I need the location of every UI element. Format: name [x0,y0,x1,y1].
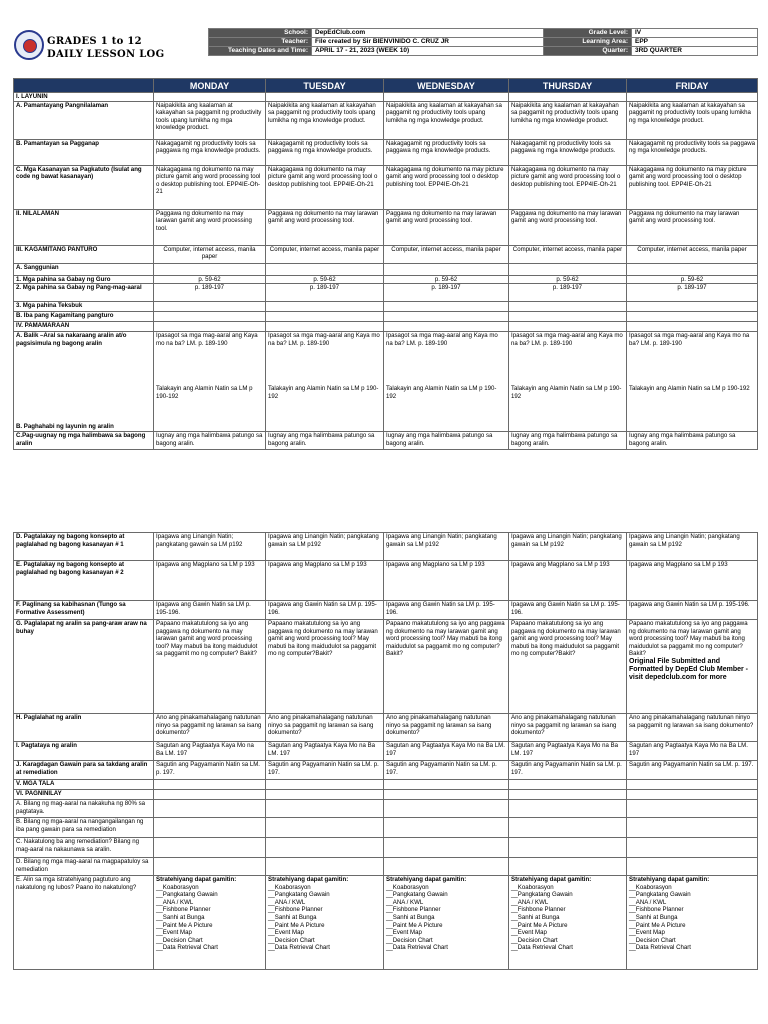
quarter-label: Quarter: [544,47,632,56]
cell [154,332,266,432]
strategy-item: __ANA / KWL [386,898,424,906]
strategy-item: __Koaborasyon [386,883,429,891]
cell: Ipagawa ang Linangin Natin; pangkatang gawain sa LM p192 [384,533,509,561]
cell: Sagutin ang Pagyamanin Natin sa LM. p. 197. [154,761,266,780]
row-label: II. NILALAMAN [14,209,154,245]
strategy-item: __Sanhi at Bunga [268,913,317,921]
area-label: Learning Area: [544,38,632,47]
cell: Computer, internet access, manila paper [266,245,384,263]
title-line-2: DAILY LESSON LOG [47,49,165,60]
table-row [14,263,758,275]
cell: Nakagagawa ng dokumento na may picture gamit ang word processing tool o desktop publishing tool. EPP4IE-Oh-21 [627,165,758,209]
row-label: A. Pamantayang Pangnilalaman [14,101,154,139]
row-label: G. Paglalapat ng aralin sa pang-araw araw na buhay [14,620,154,714]
cell: p. 59-62 [266,275,384,284]
cell: Naipakikita ang kaalaman at kakayahan sa paggamit ng productivity tools upang lumikha ng mga knowledge product. [384,101,509,139]
strategy-item: __ANA / KWL [156,898,194,906]
cell: Paggawa ng dokumento na may larawan gamit ang word processing tool. [266,209,384,245]
table-row [14,858,758,876]
table-row [14,818,758,838]
cell: Ipagawa ang Linangin Natin; pangkatang gawain sa LM p192 [266,533,384,561]
cell: Naipakikita ang kaalaman at kakayahan sa paggamit ng productivity tools upang lumikha ng mga knowledge product. [154,101,266,139]
cell: Sagutan ang Pagtaatya Kaya Mo na Ba LM. 197 [509,742,627,761]
table-row [14,533,758,561]
cell: Naipakikita ang kaalaman at kakayahan sa paggamit ng productivity tools upang lumikha ng mga knowledge product. [266,101,384,139]
header [13,28,757,78]
strategy-item: __Sanhi at Bunga [629,913,678,921]
cell: Nakagagamit ng productivity tools sa paggawa ng mga knowledge products. [509,139,627,165]
cell: Sagutan ang Pagtaatya Kaya Mo na Ba LM. 197 [154,742,266,761]
strategy-item: __Event Map [629,929,665,937]
cell: Sagutan ang Pagtaatya Kaya Mo na Ba LM. 197 [384,742,509,761]
grade-value: IV [632,29,758,38]
table-row [14,275,758,284]
cell: p. 59-62 [509,275,627,284]
balik-text: Ipasagot sa mga mag-aaral ang Kaya mo na ba? LM. p. 189-190 [629,332,750,347]
row-label: 1. Mga pahina sa Gabay ng Guro [14,275,154,284]
corner-cell [14,79,154,93]
cell [509,332,627,432]
strategy-item: __Event Map [511,929,547,937]
title-line-1: GRADES 1 to 12 [47,36,142,47]
cell: Ano ang pinakamahalagang natutunan ninyo sa paggamit ng larawan sa isang dokumento? [266,714,384,742]
strategy-item: __Data Retrieval Chart [629,944,691,952]
cell: Nakagagawa ng dokumento na may picture gamit ang word processing tool o desktop publishing tool. EPP4IE-Oh-21 [509,165,627,209]
cell: Nakagagamit ng productivity tools sa paggawa ng mga knowledge products. [266,139,384,165]
strategy-list [627,876,758,970]
cell: p. 59-62 [627,275,758,284]
table-row [14,322,758,332]
strategy-item: __Decision Chart [511,936,558,944]
table-row [14,714,758,742]
deped-seal-icon [14,30,44,60]
cell: Papaano makatutulong sa iyo ang paggawa ng dokumento na may larawan gamit ang word processing tool? May mabuti ba itong maidudulot sa paggamit mo ng computer? Bakit? [154,620,266,714]
lesson-table-1 [13,78,758,450]
table-row [14,561,758,601]
table-row [14,790,758,800]
paghahabi-label: B. Paghahabi ng layunin ng aralin [16,422,114,430]
cell [627,332,758,432]
strategy-item: __Sanhi at Bunga [511,913,560,921]
table-row [14,761,758,780]
day-tuesday: TUESDAY [266,79,384,93]
cell: Papaano makatutulong sa iyo ang paggawa ng dokumento na may larawan gamit ang word processing tool? May mabuti ba itong maidudulot sa paggamit mo ng computer?Bakit? [509,620,627,714]
teacher-label: Teacher: [209,38,312,47]
table-row [14,165,758,209]
row-label: E. Alin sa mga istratehiyang pagtuturo ang nakatulong ng lubos? Paano ito nakatulong? [14,876,154,970]
row-label: C. Nakatulong ba ang remediation? Bilang ng mag-aaral na nakaunawa sa aralin. [14,838,154,858]
strategy-item: __Paint Me A Picture [156,921,213,929]
strategy-item: __Fishbone Planner [268,906,323,914]
header-info-table [208,28,758,56]
strategy-heading: Stratehiyang dapat gamitin: [511,876,592,883]
cell: p. 189-197 [384,284,509,302]
lesson-log-page-2 [13,532,757,970]
lesson-log-page-1 [13,28,757,450]
strategy-heading: Stratehiyang dapat gamitin: [386,876,467,883]
cell: Sagutin ang Pagyamanin Natin sa LM. p. 197. [266,761,384,780]
table-row [14,209,758,245]
school-value: DepEdClub.com [312,29,544,38]
cell: Paggawa ng dokumento na may larawan gamit ang word processing tool. [154,209,266,245]
balik-text: Ipasagot sa mga mag-aaral ang Kaya mo na ba? LM. p. 189-190 [268,332,380,347]
strategy-heading: Stratehiyang dapat gamitin: [156,876,237,883]
strategy-heading: Stratehiyang dapat gamitin: [629,876,710,883]
section-mga-tala: V. MGA TALA [14,780,154,790]
cell-text: Papaano makatutulong sa iyo ang paggawa ng dokumento na may larawan gamit ang word processing tool? May mabuti ba itong maidudulot sa paggamit mo ng computer?Bakit? [629,620,748,658]
strategy-item: __Koaborasyon [268,883,311,891]
cell: Ipagawa ang Magplano sa LM p 193 [627,561,758,601]
table-row [14,800,758,818]
strategy-item: __Data Retrieval Chart [511,944,573,952]
row-label: 2. Mga pahina sa Gabay ng Pang-mag-aaral [14,284,154,302]
strategy-list [154,876,266,970]
day-friday: FRIDAY [627,79,758,93]
strategy-list [266,876,384,970]
cell: Ano ang pinakamahalagang natutunan ninyo sa paggamit ng larawan sa isang dokumento? [627,714,758,742]
strategy-item: __ANA / KWL [629,898,667,906]
balik-label: A. Balik –Aral sa nakaraang aralin at/o pagsisimula ng bagong aralin [16,332,127,347]
strategy-item: __Koaborasyon [629,883,672,891]
day-thursday: THURSDAY [509,79,627,93]
strategy-item: __Pangkatang Gawain [386,891,448,899]
strategy-item: __Pangkatang Gawain [511,891,573,899]
row-label: B. Iba pang Kagamitang pangturo [14,312,154,322]
row-label: F. Paglinang sa kabihasnan (Tungo sa Formative Assessment) [14,601,154,620]
strategy-item: __ANA / KWL [268,898,306,906]
strategy-item: __Paint Me A Picture [629,921,686,929]
day-wednesday: WEDNESDAY [384,79,509,93]
row-label: B. Pamantayan sa Pagganap [14,139,154,165]
strategy-item: __ANA / KWL [511,898,549,906]
strategy-item: __Decision Chart [386,936,433,944]
table-row [14,245,758,263]
table-row [14,139,758,165]
cell: Ipagawa ang Gawin Natin sa LM p. 195-196. [627,601,758,620]
cell: Sagutin ang Pagyamanin Natin sa LM. p. 197. [509,761,627,780]
strategy-item: __Paint Me A Picture [386,921,443,929]
row-label: D. Pagtalakay ng bagong konsepto at paglalahad ng bagong kasanayan # 1 [14,533,154,561]
talakayin-text: Talakayin ang Alamin Natin sa LM p 190-192 [386,385,497,400]
cell: Sagutin ang Pagyamanin Natin sa LM. p. 197. [384,761,509,780]
strategy-item: __Pangkatang Gawain [629,891,691,899]
cell: Nakagagawa ng dokumento na may picture gamit ang word processing tool o desktop publishing tool. EPP4IE-Oh-21 [384,165,509,209]
cell [266,332,384,432]
strategy-item: __Pangkatang Gawain [156,891,218,899]
balik-text: Ipasagot sa mga mag-aaral ang Kaya mo na ba? LM. p. 189-190 [386,332,498,347]
section-pamamaraan: IV. PAMAMARAAN [14,322,154,332]
strategy-item: __Event Map [156,929,192,937]
talakayin-text: Talakayin ang Alamin Natin sa LM p 190-192 [156,385,253,400]
cell: Ipagawa ang Magplano sa LM p 193 [266,561,384,601]
table-row [14,93,758,102]
cell: Computer, internet access, manila paper [627,245,758,263]
table-row [14,742,758,761]
day-monday: MONDAY [154,79,266,93]
cell: Ipagawa ang Linangin Natin; pangkatang gawain sa LM p192 [154,533,266,561]
cell: Ipagawa ang Linangin Natin; pangkatang gawain sa LM p192 [509,533,627,561]
row-label: A. Bilang ng mag-aaral na nakakuha ng 80% sa pagtataya. [14,800,154,818]
strategy-item: __Decision Chart [268,936,315,944]
cell: Ano ang pinakamahalagang natutunan ninyo sa paggamit ng larawan sa isang dokumento? [154,714,266,742]
row-label: J. Karagdagan Gawain para sa takdang aralin at remediation [14,761,154,780]
cell: p. 59-62 [154,275,266,284]
grade-label: Grade Level: [544,29,632,38]
cell: p. 189-197 [627,284,758,302]
strategy-item: __Fishbone Planner [629,906,684,914]
table-row [14,432,758,450]
cell: Paggawa ng dokumento na may larawan gamit ang word processing tool. [509,209,627,245]
cell: Sagutin ang Pagyamanin Natin sa LM. p. 197. [627,761,758,780]
table-row [14,838,758,858]
school-label: School: [209,29,312,38]
balik-text: Ipasagot sa mga mag-aaral ang Kaya mo na ba? LM. p. 189-190 [156,332,258,347]
section-pagninilay: VI. PAGNINILAY [14,790,154,800]
table-row [14,601,758,620]
strategy-item: __Fishbone Planner [156,906,211,914]
cell: p. 189-197 [154,284,266,302]
cell: Ipagawa ang Magplano sa LM p 193 [384,561,509,601]
row-label: C.Pag-uugnay ng mga halimbawa sa bagong aralin [14,432,154,450]
cell: Nakagagamit ng productivity tools sa paggawa ng mga knowledge products. [154,139,266,165]
strategy-item: __Paint Me A Picture [268,921,325,929]
cell: p. 189-197 [266,284,384,302]
strategy-heading: Stratehiyang dapat gamitin: [268,876,349,883]
strategy-item: __Event Map [386,929,422,937]
lesson-table-2 [13,532,758,970]
cell: Computer, internet access, manila paper [509,245,627,263]
cell: Ipagawa ang Gawin Natin sa LM p. 195-196. [154,601,266,620]
cell: Iugnay ang mga halimbawa patungo sa bagong aralin. [384,432,509,450]
strategy-item: __Koaborasyon [156,883,199,891]
credit-note: Original File Submitted and Formatted by DepEd Club Member - visit depedclub.com for more [629,657,749,681]
strategy-item: __Fishbone Planner [386,906,441,914]
strategy-item: __Decision Chart [629,936,676,944]
strategy-item: __Sanhi at Bunga [386,913,435,921]
cell: Sagutan ang Pagtaatya Kaya Mo na Ba LM. 197 [627,742,758,761]
cell [384,332,509,432]
table-row [14,284,758,302]
balik-text: Ipasagot sa mga mag-aaral ang Kaya mo na ba? LM. p. 189-190 [511,332,623,347]
area-value: EPP [632,38,758,47]
table-row [14,620,758,714]
table-row [14,312,758,322]
table-row [14,302,758,312]
cell: Iugnay ang mga halimbawa patungo sa bagong aralin. [154,432,266,450]
strategy-item: __Sanhi at Bunga [156,913,205,921]
cell: Iugnay ang mga halimbawa patungo sa bagong aralin. [627,432,758,450]
cell: Nakagagawa ng dokumento na may picture gamit ang word processing tool o desktop publishing tool. EPP4IE-Oh-21 [154,165,266,209]
cell: Ipagawa ang Linangin Natin; pangkatang gawain sa LM p192 [627,533,758,561]
section-layunin: I. LAYUNIN [14,93,154,102]
row-label: B. Bilang ng mga-aaral na nangangailangan ng iba pang gawain para sa remediation [14,818,154,838]
cell: Naipakikita ang kaalaman at kakayahan sa paggamit ng productivity tools upang lumikha ng mga knowledge product. [509,101,627,139]
strategy-item: __Paint Me A Picture [511,921,568,929]
strategy-list [384,876,509,970]
row-label: A. Sanggunian [14,263,154,275]
cell: Iugnay ang mga halimbawa patungo sa bagong aralin. [509,432,627,450]
table-row [14,332,758,432]
cell: Naipakikita ang kaalaman at kakayahan sa paggamit ng productivity tools upang lumikha ng mga knowledge product. [627,101,758,139]
strategy-item: __Koaborasyon [511,883,554,891]
row-label: C. Mga Kasanayan sa Pagkatuto (Isulat ang code ng bawat kasanayan) [14,165,154,209]
strategy-item: __Event Map [268,929,304,937]
cell: Nakagagamit ng productivity tools sa paggawa ng mga knowledge products. [384,139,509,165]
cell: Ano ang pinakamahalagang natutunan ninyo sa paggamit ng larawan sa isang dokumento? [509,714,627,742]
table-row [14,101,758,139]
talakayin-text: Talakayin ang Alamin Natin sa LM p 190-192 [511,385,622,400]
strategy-item: __Data Retrieval Chart [386,944,448,952]
row-label: D. Bilang ng mga mag-aaral na magpapatuloy sa remediation [14,858,154,876]
row-label: III. KAGAMITANG PANTURO [14,245,154,263]
dates-label: Teaching Dates and Time: [209,47,312,56]
strategy-list [509,876,627,970]
cell: Nakagagawa ng dokumento na may picture gamit ang word processing tool o desktop publishing tool. EPP4IE-Oh-21 [266,165,384,209]
row-label: I. Pagtataya ng aralin [14,742,154,761]
cell: p. 59-62 [384,275,509,284]
cell: Ipagawa ang Gawin Natin sa LM p. 195-196. [384,601,509,620]
cell: Computer, internet access, manila paper [154,245,266,263]
row-label: 3. Mga pahina Teksbuk [14,302,154,312]
cell: Paggawa ng dokumento na may larawan gamit ang word processing tool. [627,209,758,245]
strategy-item: __Fishbone Planner [511,906,566,914]
cell: Ipagawa ang Magplano sa LM p 193 [509,561,627,601]
cell: Papaano makatutulong sa iyo ang paggawa ng dokumento na may larawan gamit ang word processing tool? May mabuti ba itong maidudulot sa paggamit mo ng computer?Bakit? [384,620,509,714]
cell: Nakagagamit ng productivity tools sa paggawa ng mga knowledge products. [627,139,758,165]
cell: Ipagawa ang Gawin Natin sa LM p. 195-196. [266,601,384,620]
strategy-item: __Decision Chart [156,936,203,944]
teacher-value: File created by Sir BIENVINIDO C. CRUZ JR [312,38,544,47]
strategy-item: __Data Retrieval Chart [156,944,218,952]
cell: Ano ang pinakamahalagang natutunan ninyo sa paggamit ng larawan sa isang dokumento? [384,714,509,742]
row-label [14,332,154,432]
talakayin-text: Talakayin ang Alamin Natin sa LM p 190-192 [629,385,750,393]
row-label: H. Paglalahat ng aralin [14,714,154,742]
cell: p. 189-197 [509,284,627,302]
dates-value: APRIL 17 - 21, 2023 (WEEK 10) [312,47,544,56]
cell [627,620,758,714]
strategy-item: __Data Retrieval Chart [268,944,330,952]
table-row [14,876,758,970]
cell: Iugnay ang mga halimbawa patungo sa bagong aralin. [266,432,384,450]
row-label: E. Pagtalakay ng bagong konsepto at paglalahad ng bagong kasanayan # 2 [14,561,154,601]
talakayin-text: Talakayin ang Alamin Natin sa LM p 190-192 [268,385,379,400]
cell: Ipagawa ang Magplano sa LM p 193 [154,561,266,601]
cell: Sagutan ang Pagtaatya Kaya Mo na Ba LM. 197 [266,742,384,761]
strategy-item: __Pangkatang Gawain [268,891,330,899]
quarter-value: 3RD QUARTER [632,47,758,56]
cell: Papaano makatutulong sa iyo ang paggawa ng dokumento na may larawan gamit ang word processing tool? May mabuti ba itong maidudulot sa paggamit mo ng computer?Bakit? [266,620,384,714]
cell: Computer, internet access, manila paper [384,245,509,263]
table-row [14,780,758,790]
cell: Paggawa ng dokumento na may larawan gamit ang word processing tool. [384,209,509,245]
day-header-row [14,79,758,93]
cell: Ipagawa ang Gawin Natin sa LM p. 195-196. [509,601,627,620]
